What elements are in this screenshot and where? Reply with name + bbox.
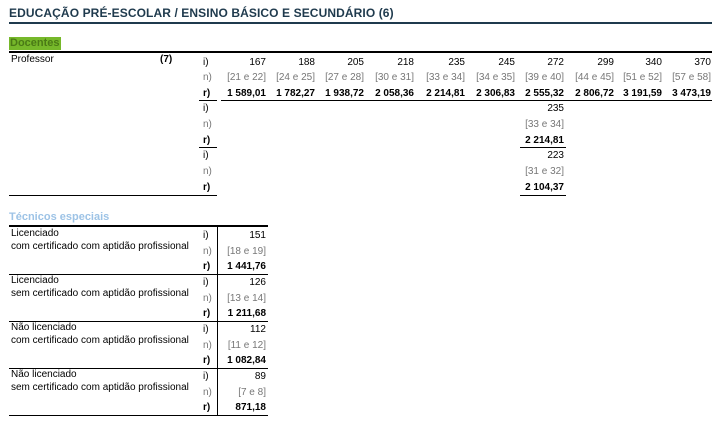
range-cell: [24 e 25] — [276, 72, 315, 83]
code-n: n) — [203, 246, 212, 257]
code-n: n) — [203, 387, 212, 398]
code-r: r) — [203, 355, 211, 366]
remun-cell: 2 058,36 — [375, 88, 414, 99]
remun-cell: 2 806,72 — [575, 88, 614, 99]
row1-underline — [221, 100, 712, 101]
row2-index: 235 — [547, 103, 564, 114]
remun-cell: 2 214,81 — [426, 88, 465, 99]
tecnico-range: [11 e 12] — [227, 340, 266, 351]
tecnico-index: 126 — [249, 277, 266, 288]
index-cell: 370 — [694, 57, 711, 68]
code-n: n) — [203, 293, 212, 304]
range-cell: [39 e 40] — [525, 72, 564, 83]
code-r: r) — [203, 402, 211, 413]
range-cell: [30 e 31] — [375, 72, 414, 83]
index-cell: 167 — [249, 57, 266, 68]
tecnico-label-line1: Licenciado — [11, 228, 59, 239]
docentes-bottom-rule-left — [9, 195, 217, 196]
tecnico-label-line2: sem certificado com aptidão profissional — [11, 382, 189, 393]
code-underline — [199, 100, 217, 101]
tecnico-label-line2: com certificado com aptidão profissional — [11, 335, 189, 346]
docentes-top-rule — [9, 51, 712, 53]
range-cell: [44 e 45] — [575, 72, 614, 83]
code-i: i) — [203, 103, 209, 114]
index-cell: 188 — [298, 57, 315, 68]
code-r: r) — [203, 135, 211, 146]
index-cell: 340 — [645, 57, 662, 68]
index-cell: 235 — [448, 57, 465, 68]
remun-cell: 3 191,59 — [623, 88, 662, 99]
range-cell: [51 e 52] — [623, 72, 662, 83]
code-r: r) — [203, 308, 211, 319]
index-cell: 205 — [347, 57, 364, 68]
tecnico-remun: 1 441,76 — [227, 261, 266, 272]
tecnico-label-line2: com certificado com aptidão profissional — [11, 241, 189, 252]
row2-remun: 2 214,81 — [525, 135, 564, 146]
remun-cell: 1 589,01 — [227, 88, 266, 99]
tecnico-index: 89 — [254, 371, 266, 382]
tecnico-remun: 1 211,68 — [227, 308, 266, 319]
code-i: i) — [203, 57, 209, 68]
range-cell: [21 e 22] — [227, 72, 266, 83]
page-title: EDUCAÇÃO PRÉ-ESCOLAR / ENSINO BÁSICO E SECUNDÁRIO (6) — [9, 6, 394, 20]
range-cell: [34 e 35] — [476, 72, 515, 83]
range-cell: [27 e 28] — [325, 72, 364, 83]
tecnicos-top-rule — [9, 225, 268, 227]
tecnico-range: [13 e 14] — [227, 293, 266, 304]
tecnico-index: 112 — [250, 324, 266, 335]
tecnico-label-line1: Licenciado — [11, 275, 59, 286]
tecnico-remun: 871,18 — [235, 402, 266, 413]
tecnico-label-line1: Não licenciado — [11, 369, 77, 380]
professor-note: (7) — [160, 54, 173, 65]
code-i: i) — [203, 324, 209, 335]
tecnico-remun: 1 082,84 — [227, 355, 266, 366]
row3-underline — [520, 195, 566, 196]
code-n: n) — [203, 72, 212, 83]
range-cell: [33 e 34] — [426, 72, 465, 83]
tecnico-range: [7 e 8] — [238, 387, 266, 398]
professor-label: Professor — [11, 54, 54, 65]
index-cell: 272 — [547, 57, 564, 68]
range-cell: [57 e 58] — [672, 72, 711, 83]
row3-index: 223 — [547, 150, 564, 161]
code-i: i) — [203, 371, 209, 382]
index-cell: 218 — [397, 57, 414, 68]
remun-cell: 1 938,72 — [325, 88, 364, 99]
tecnico-index: 151 — [249, 230, 266, 241]
code-i: i) — [203, 150, 209, 161]
code-n: n) — [203, 340, 212, 351]
section-tecnicos-heading: Técnicos especiais — [9, 211, 110, 223]
remun-cell: 1 782,27 — [276, 88, 315, 99]
title-rule — [9, 22, 712, 24]
index-cell: 299 — [597, 57, 614, 68]
code-i: i) — [203, 277, 209, 288]
tecnico-range: [18 e 19] — [227, 246, 266, 257]
tecnico-label-line1: Não licenciado — [11, 322, 77, 333]
row2-underline — [520, 147, 566, 148]
code-r: r) — [203, 261, 211, 272]
code-r: r) — [203, 182, 211, 193]
row3-range: [31 e 32] — [525, 166, 564, 177]
remun-cell: 2 555,32 — [525, 88, 564, 99]
tecnico-label-line2: sem certificado com aptidão profissional — [11, 288, 189, 299]
code-i: i) — [203, 230, 209, 241]
code-underline — [199, 147, 217, 148]
code-n: n) — [203, 119, 212, 130]
remun-cell: 2 306,83 — [476, 88, 515, 99]
row3-remun: 2 104,37 — [525, 182, 564, 193]
tecnico-row-rule — [9, 415, 268, 416]
code-r: r) — [203, 88, 211, 99]
index-cell: 245 — [498, 57, 515, 68]
code-n: n) — [203, 166, 212, 177]
row2-range: [33 e 34] — [525, 119, 564, 130]
section-docentes-heading: Docentes — [10, 37, 60, 49]
remun-cell: 3 473,19 — [672, 88, 711, 99]
